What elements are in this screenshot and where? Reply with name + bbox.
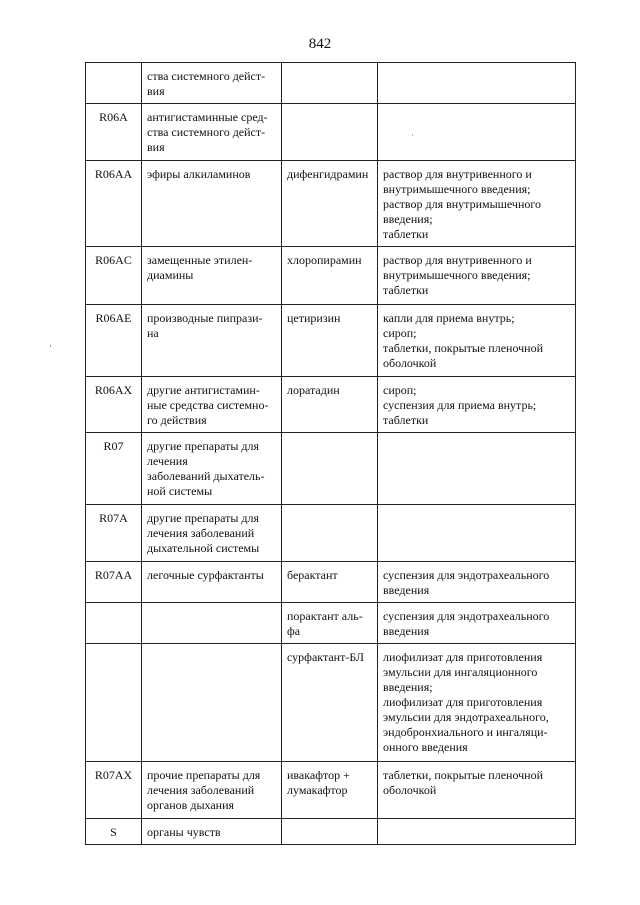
- drug-name-cell: порактант аль- фа: [282, 603, 378, 644]
- table-row: [86, 819, 576, 845]
- dosage-form-cell: [378, 63, 576, 104]
- drug-name-cell: [282, 63, 378, 104]
- atc-code-cell: R06AX: [86, 377, 142, 433]
- table-row: [86, 377, 576, 433]
- drug-name-cell: [282, 819, 378, 845]
- atc-code-cell: R06AE: [86, 305, 142, 377]
- pharmacological-group-cell: производные пипрази- на: [142, 305, 282, 377]
- dosage-form-cell: раствор для внутривенного и внутримышечного введения; раствор для внутримышечного введения; таблетки: [378, 161, 576, 247]
- dosage-form-cell: [378, 505, 576, 562]
- dosage-form-cell: лиофилизат для приготовления эмульсии для ингаляционного введения; лиофилизат для приготовления эмульсии для эндотрахеального, эндобронхиального и ингаляци- онного введения: [378, 644, 576, 762]
- dosage-form-cell: сироп; суспензия для приема внутрь; таблетки: [378, 377, 576, 433]
- atc-code-cell: R07A: [86, 505, 142, 562]
- pharmacological-group-cell: другие препараты для лечения заболеваний дыхатель- ной системы: [142, 433, 282, 505]
- table-row: [86, 63, 576, 104]
- dosage-form-cell: таблетки, покрытые пленочной оболочкой: [378, 762, 576, 819]
- dosage-form-cell: [378, 104, 576, 161]
- table-row: [86, 562, 576, 603]
- drug-name-cell: дифенгидрамин: [282, 161, 378, 247]
- drug-name-cell: хлоропирамин: [282, 247, 378, 305]
- pharmacological-group-cell: [142, 603, 282, 644]
- pharmacological-group-cell: другие препараты для лечения заболеваний дыхательной системы: [142, 505, 282, 562]
- drug-name-cell: цетиризин: [282, 305, 378, 377]
- table-row: [86, 247, 576, 305]
- pharmacological-group-cell: [142, 644, 282, 762]
- dosage-form-cell: [378, 433, 576, 505]
- atc-code-cell: R07AX: [86, 762, 142, 819]
- dosage-form-cell: капли для приема внутрь; сироп; таблетки, покрытые пленочной оболочкой: [378, 305, 576, 377]
- drug-name-cell: лоратадин: [282, 377, 378, 433]
- table-row: [86, 505, 576, 562]
- pharmacological-group-cell: органы чувств: [142, 819, 282, 845]
- drug-name-cell: ивакафтор + лумакафтор: [282, 762, 378, 819]
- table-row: [86, 104, 576, 161]
- dosage-form-cell: [378, 819, 576, 845]
- drug-name-cell: берактант: [282, 562, 378, 603]
- atc-code-cell: [86, 63, 142, 104]
- table-row: [86, 161, 576, 247]
- table-row: [86, 644, 576, 762]
- atc-code-cell: [86, 644, 142, 762]
- pharmacological-group-cell: другие антигистамин- ные средства системно- го действия: [142, 377, 282, 433]
- page-number: 842: [308, 36, 332, 52]
- atc-code-cell: S: [86, 819, 142, 845]
- drug-name-cell: сурфактант-БЛ: [282, 644, 378, 762]
- atc-code-cell: [86, 603, 142, 644]
- drug-name-cell: [282, 433, 378, 505]
- drug-name-cell: [282, 104, 378, 161]
- pharmacological-group-cell: легочные сурфактанты: [142, 562, 282, 603]
- table-row: [86, 762, 576, 819]
- pharmacological-group-cell: замещенные этилен- диамины: [142, 247, 282, 305]
- dosage-form-cell: суспензия для эндотрахеального введения: [378, 562, 576, 603]
- table-row: [86, 305, 576, 377]
- atc-code-cell: R06A: [86, 104, 142, 161]
- scan-speck: [50, 345, 51, 347]
- atc-code-cell: R06AA: [86, 161, 142, 247]
- atc-code-cell: R07: [86, 433, 142, 505]
- pharmacological-group-cell: эфиры алкиламинов: [142, 161, 282, 247]
- atc-code-cell: R06AC: [86, 247, 142, 305]
- dosage-form-cell: суспензия для эндотрахеального введения: [378, 603, 576, 644]
- pharmacological-group-cell: прочие препараты для лечения заболеваний органов дыхания: [142, 762, 282, 819]
- drug-classification-table: [85, 62, 576, 845]
- pharmacological-group-cell: антигистаминные сред- ства системного дейст- вия: [142, 104, 282, 161]
- table-row: [86, 433, 576, 505]
- table-row: [86, 603, 576, 644]
- dosage-form-cell: раствор для внутривенного и внутримышечного введения; таблетки: [378, 247, 576, 305]
- atc-code-cell: R07AA: [86, 562, 142, 603]
- pharmacological-group-cell: ства системного дейст- вия: [142, 63, 282, 104]
- drug-name-cell: [282, 505, 378, 562]
